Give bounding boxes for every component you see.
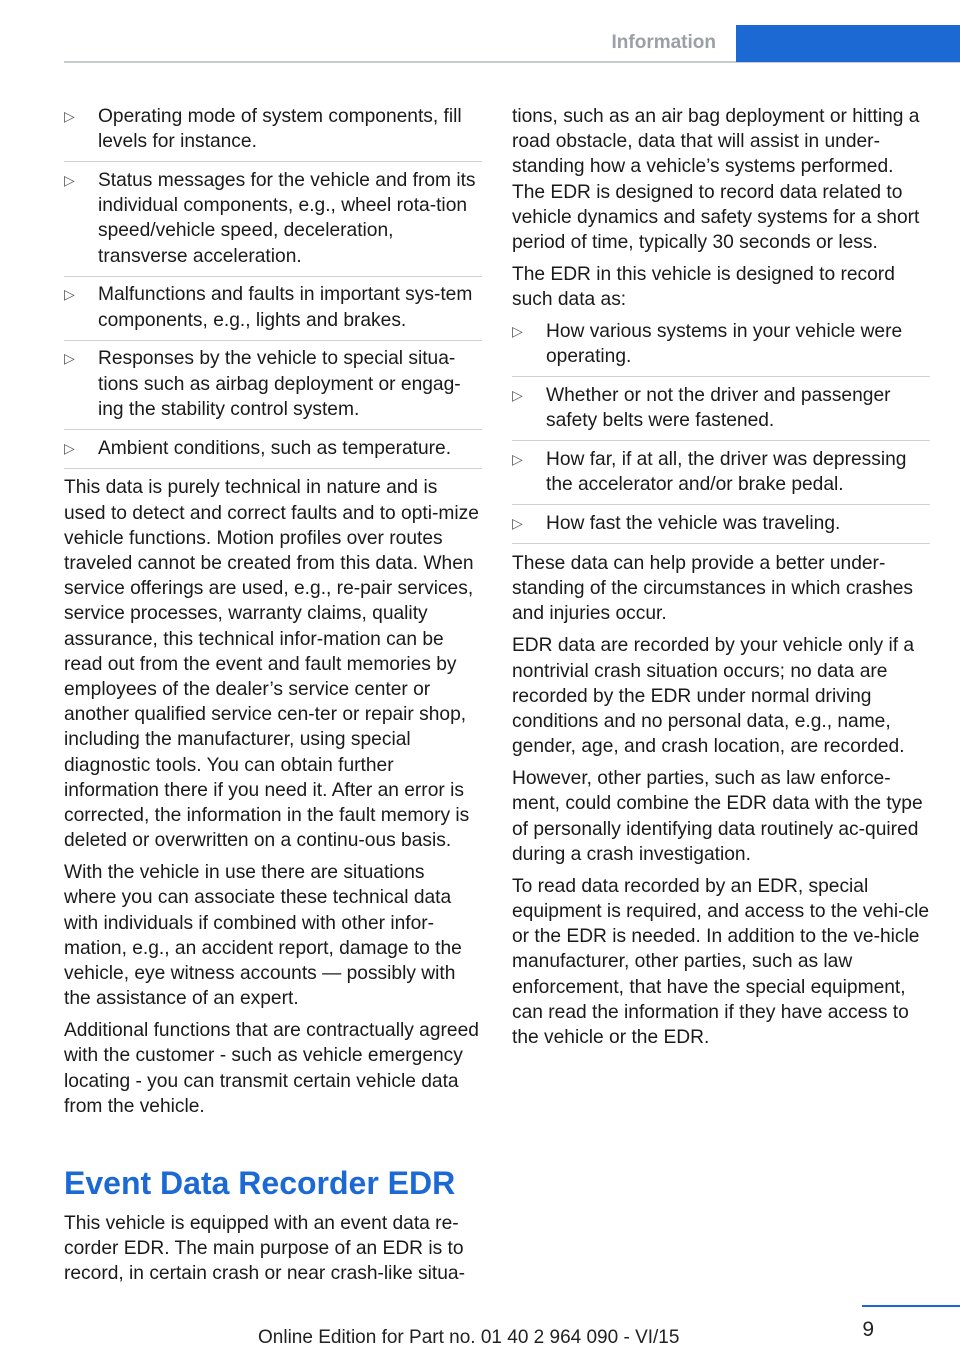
page-number: 9 [862,1318,874,1341]
paragraph: These data can help provide a better under‐standing of the circumstances in which crashes and injuries occur. [512,553,913,625]
edition-footer: Online Edition for Part no. 01 40 2 964 090 - VI/15 [258,1327,680,1348]
section-color-block [736,25,960,62]
list-item: ▷ Malfunctions and faults in important sys‐tem components, e.g., lights and brakes. [64,282,482,340]
triangle-bullet-icon: ▷ [64,172,75,188]
list-item: ▷ Operating mode of system components, fill levels for instance. [64,104,482,162]
triangle-bullet-icon: ▷ [512,387,523,404]
paragraph: Additional functions that are contractually agreed with the customer - such as vehicle emergency locating - you can transmit certain vehicle data from the vehicle. [64,1020,479,1117]
footer-rule [862,1305,960,1307]
list-item: ▷ Responses by the vehicle to special situa‐tions such as airbag deployment or engag‐ing the stability control system. [64,346,482,429]
triangle-bullet-icon: ▷ [64,108,75,124]
left-bullet-list [64,104,482,469]
section-heading: Event Data Recorder EDR [64,1165,456,1202]
paragraph: However, other parties, such as law enforce‐ment, could combine the EDR data with the type of personally identifying data routinely ac‐quired during a crash investigation. [512,768,923,865]
triangle-bullet-icon: ▷ [512,323,523,340]
list-item: ▷ Ambient conditions, such as temperature. [64,436,482,469]
paragraph: This vehicle is equipped with an event data re‐corder EDR. The main purpose of an EDR is to record, in certain crash or near crash-like situa‐ [64,1213,465,1285]
triangle-bullet-icon: ▷ [64,350,75,367]
triangle-bullet-icon: ▷ [512,515,523,532]
list-item: ▷ How various systems in your vehicle were operating. [512,319,930,377]
left-column [64,104,482,1293]
right-column [512,104,930,1057]
list-item: ▷ How far, if at all, the driver was depressing the accelerator and/or brake pedal. [512,447,930,505]
paragraph: EDR data are recorded by your vehicle only if a nontrivial crash situation occurs; no data are recorded by the EDR under normal driving conditions and no personal data, e.g., name, gender, age, and crash location, are recorded. [512,635,915,758]
list-item: ▷ Whether or not the driver and passenger safety belts were fastened. [512,383,930,441]
paragraph: With the vehicle in use there are situations where you can associate these technical data with individuals if combined with other infor‐mation, e.g., an accident report, damage to the vehicle, eye witness accounts — possibly with the assistance of an expert. [64,862,462,1010]
triangle-bullet-icon: ▷ [64,439,75,456]
right-bullet-list [512,319,930,544]
list-item: ▷ Status messages for the vehicle and from its individual components, e.g., wheel rota‐tion speed/vehicle speed, deceleration, transverse acceleration. [64,168,482,277]
paragraph: To read data recorded by an EDR, special equipment is required, and access to the vehi‐cle or the EDR is needed. In addition to the ve‐hicle manufacturer, other parties, such as law enforcement, that have the special equipment, can read the information if they have access to the vehicle or the EDR. [512,875,930,1049]
triangle-bullet-icon: ▷ [512,451,523,468]
paragraph: The EDR in this vehicle is designed to record such data as: [512,264,895,311]
paragraph: This data is purely technical in nature and is used to detect and correct faults and to opti‐mize vehicle functions. Motion profiles over routes traveled cannot be created from this data. When service offerings are used, e.g., re‐pair services, service processes, warranty claims, quality assurance, this technical infor‐mation can be read out from the event and fault memories by employees of the dealer’s service center or another qualified service cen‐ter or repair shop, including the manufacturer, using special diagnostic tools. You can obtain further information there if you need it. After an error is corrected, the information in the fault memory is deleted or overwritten on a continu‐ous basis. [64,477,479,852]
paragraph: tions, such as an air bag deployment or hitting a road obstacle, data that will assist in under‐standing how a vehicle’s systems performed. The EDR is designed to record data related to vehicle dynamics and safety systems for a short period of time, typically 30 seconds or less. [512,106,920,254]
list-item: ▷ How fast the vehicle was traveling. [512,511,930,544]
triangle-bullet-icon: ▷ [64,286,75,303]
section-label: Information [611,32,716,53]
